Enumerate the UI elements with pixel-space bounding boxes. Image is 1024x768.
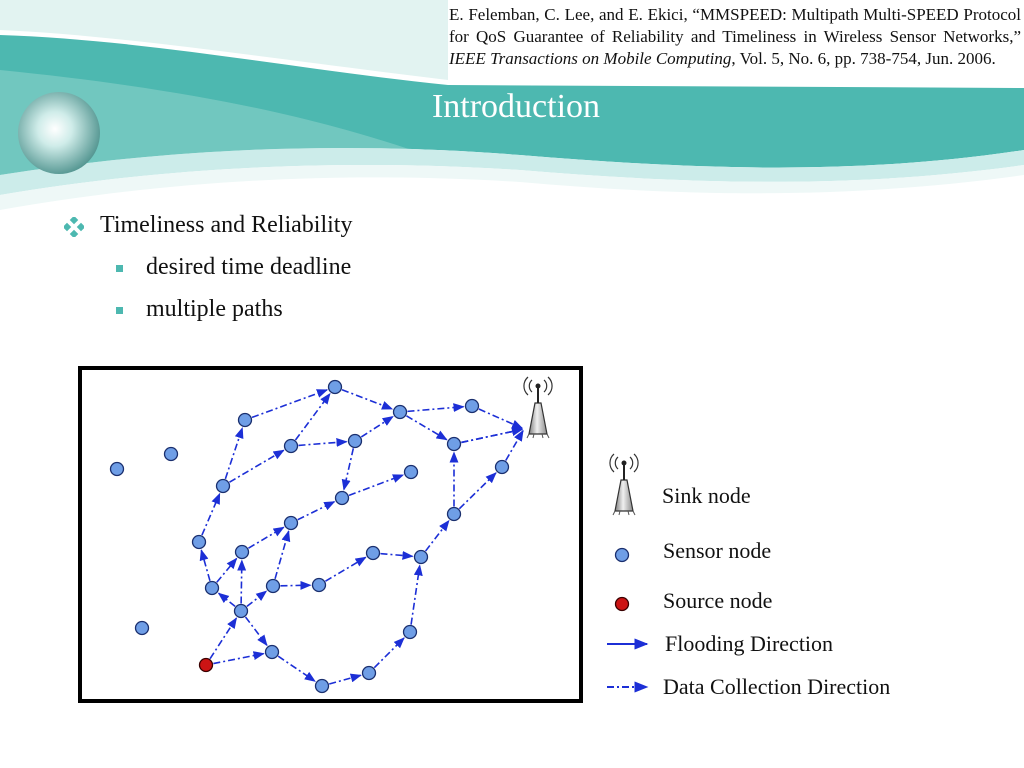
sensor-node [336,492,349,505]
legend-collection-label: Data Collection Direction [663,674,891,699]
sensor-node [466,400,479,413]
legend-flooding-label: Flooding Direction [665,631,834,656]
sensor-node [285,517,298,530]
sensor-node [349,435,362,448]
sensor-node [448,508,461,521]
citation-text: E. Felemban, C. Lee, and E. Ekici, “MMSPEED: Multipath Multi-SPEED Protocol for QoS Guarantee of Reliability and Timeliness in Wireless Sensor Networks,” IEEE Transactions on Mobile Computing, Vol. 5, No. 6, pp. 738-754, Jun. 2006. [449,5,1021,68]
bullet-main-text: Timeliness and Reliability [100,212,353,238]
sensor-node [136,622,149,635]
sensor-node [496,461,509,474]
legend-sink-label: Sink node [662,483,751,508]
diagram-frame [80,368,581,701]
sensor-node [313,579,326,592]
sensor-node [206,582,219,595]
sensor-node [217,480,230,493]
sensor-node [329,381,342,394]
sensor-node [405,466,418,479]
source-node [200,659,213,672]
sensor-node [316,680,329,693]
sensor-node [415,551,428,564]
sensor-node [285,440,298,453]
slide-title: Introduction [431,88,601,125]
sensor-node [266,646,279,659]
sensor-node [367,547,380,560]
legend-source-icon [616,598,629,611]
sensor-node [394,406,407,419]
sensor-node [235,605,248,618]
bullet-sub-text: desired time deadline [146,254,352,280]
sensor-node [193,536,206,549]
legend-sensor-icon [616,549,629,562]
sensor-node [165,448,178,461]
sensor-node [404,626,417,639]
sensor-node [448,438,461,451]
legend-sensor-label: Sensor node [663,538,772,563]
legend-sink-icon [610,454,638,515]
bullet-sub-text: multiple paths [146,296,283,322]
sensor-node [267,580,280,593]
sensor-node [239,414,252,427]
sensor-node [236,546,249,559]
sensor-node [363,667,376,680]
legend-source-label: Source node [663,588,773,613]
sensor-node [111,463,124,476]
legend [607,454,647,687]
data-collection-arrow [241,560,242,603]
data-collection-arrow [280,585,310,586]
